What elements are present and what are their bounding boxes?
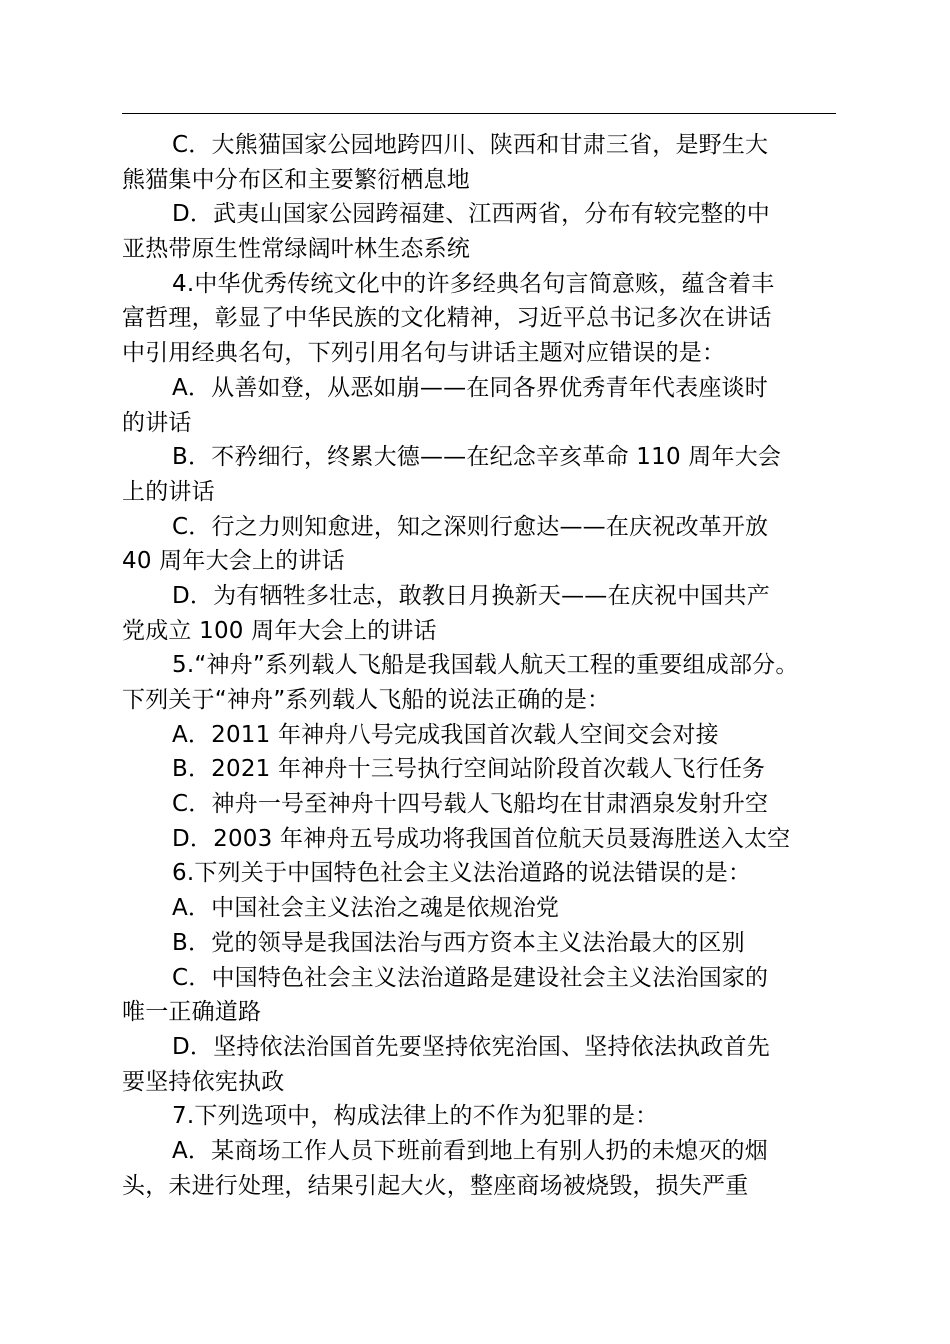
text-line: 头，未进行处理，结果引起大火，整座商场被烧毁，损失严重 bbox=[122, 1172, 749, 1199]
text-line: A．从善如登，从恶如崩——在同各界优秀青年代表座谈时 bbox=[172, 374, 768, 401]
text-line: 要坚持依宪执政 bbox=[122, 1068, 285, 1095]
document-body bbox=[122, 128, 862, 1203]
text-line: D．坚持依法治国首先要坚持依宪治国、坚持依法执政首先 bbox=[172, 1033, 770, 1060]
text-line: A．某商场工作人员下班前看到地上有别人扔的未熄灭的烟 bbox=[172, 1137, 768, 1164]
text-line: B．2021 年神舟十三号执行空间站阶段首次载人飞行任务 bbox=[172, 756, 766, 783]
text-line: 唯一正确道路 bbox=[122, 999, 262, 1026]
text-line: 6.下列关于中国特色社会主义法治道路的说法错误的是： bbox=[172, 860, 752, 887]
text-line: 40 周年大会上的讲话 bbox=[122, 548, 345, 575]
text-line: 中引用经典名句，下列引用名句与讲话主题对应错误的是： bbox=[122, 340, 726, 367]
text-line: D．为有牺牲多壮志，敢教日月换新天——在庆祝中国共产 bbox=[172, 582, 770, 609]
text-line: C．行之力则知愈进，知之深则行愈达——在庆祝改革开放 bbox=[172, 513, 769, 540]
text-line: 富哲理，彰显了中华民族的文化精神，习近平总书记多次在讲话 bbox=[122, 305, 772, 332]
text-line: B．党的领导是我国法治与西方资本主义法治最大的区别 bbox=[172, 929, 745, 956]
text-line: 4.中华优秀传统文化中的许多经典名句言简意赅，蕴含着丰 bbox=[172, 270, 775, 297]
text-line: 的讲话 bbox=[122, 409, 192, 436]
text-line: 下列关于“神舟”系列载人飞船的说法正确的是： bbox=[122, 687, 611, 713]
text-line: B．不矜细行，终累大德——在纪念辛亥革命 110 周年大会 bbox=[172, 444, 782, 471]
text-line: 熊猫集中分布区和主要繁衍栖息地 bbox=[122, 166, 470, 193]
text-line: 上的讲话 bbox=[122, 478, 215, 505]
text-line: D．2003 年神舟五号成功将我国首位航天员聂海胜送入太空 bbox=[172, 825, 791, 852]
text-line: 5.“神舟”系列载人飞船是我国载人航天工程的重要组成部分。 bbox=[172, 652, 799, 679]
text-line: C．大熊猫国家公园地跨四川、陕西和甘肃三省，是野生大 bbox=[172, 132, 769, 158]
text-line: 7.下列选项中，构成法律上的不作为犯罪的是： bbox=[172, 1103, 659, 1130]
header-rule bbox=[122, 113, 836, 114]
text-line: 亚热带原生性常绿阔叶林生态系统 bbox=[122, 236, 470, 263]
text-line: 党成立 100 周年大会上的讲话 bbox=[122, 617, 437, 644]
text-line: C．神舟一号至神舟十四号载人飞船均在甘肃酒泉发射升空 bbox=[172, 791, 769, 818]
text-line: C．中国特色社会主义法治道路是建设社会主义法治国家的 bbox=[172, 964, 769, 991]
text-line: D．武夷山国家公园跨福建、江西两省，分布有较完整的中 bbox=[172, 201, 770, 228]
text-line: A．中国社会主义法治之魂是依规治党 bbox=[172, 895, 560, 922]
text-line: A．2011 年神舟八号完成我国首次载人空间交会对接 bbox=[172, 721, 719, 748]
